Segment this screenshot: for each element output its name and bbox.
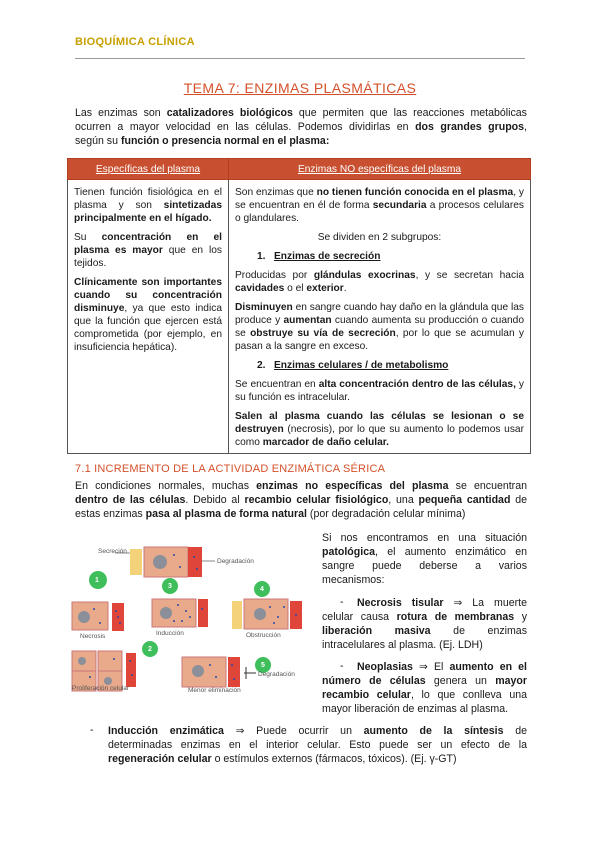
section-line-1: En condiciones normales, muchas enzimas no específicas del plasma se encuentran [75, 480, 527, 492]
neoplasia-line-1: Neoplasias ⇒ El aumento en el [357, 661, 527, 673]
nonspecific-p2: Se dividen en 2 subgrupos: [317, 232, 442, 243]
page-title: TEMA 7: ENZIMAS PLASMÁTICAS [183, 80, 417, 96]
side-line-2: patológica, el aumento enzimático en [322, 546, 527, 558]
necrosis-line-4: intracelulares al plasma. (Ej. LDH) [322, 639, 483, 651]
label-necrosis: Necrosis [80, 633, 106, 640]
neoplasia-line-2: número de células genera un mayor [322, 675, 527, 687]
necrosis-line-2: celular causa rotura de membranas y [322, 611, 527, 623]
step-5-number: 5 [261, 662, 265, 669]
step-3-number: 3 [168, 583, 172, 590]
label-induction: Inducción [156, 630, 184, 637]
side-line-1: Si nos encontramos en una situación [322, 532, 527, 544]
nucleus-normal [153, 555, 167, 569]
secretion-gland [130, 549, 142, 575]
cell-lower-elimination [182, 657, 226, 687]
necrosis-line-1: Necrosis tisular ⇒ La muerte [357, 597, 527, 609]
specific-p3: Clínicamente son importantes cuando su concentración disminuye, ya que esto indica que la función que ejercen está comprometida (por ejemplo, en insuficiencia hepática). [74, 277, 222, 353]
bullet-dash-necrosis: - [340, 596, 344, 608]
intro-line-2: ocurren a mayor velocidad en las células. Podemos dividirlas en dos grandes grupos, [75, 121, 527, 133]
section-heading: 7.1 INCREMENTO DE LA ACTIVIDAD ENZIMÁTICA SÉRICA [75, 463, 386, 475]
header-title: BIOQUÍMICA CLÍNICA [75, 36, 195, 48]
blood-vessel-proliferation [126, 653, 136, 687]
nonspecific-p3: Producidas por glándulas exocrinas, y se secretan hacia cavidades o el exterior. [235, 270, 524, 294]
subgroup-1-heading: 1. Enzimas de secreción [257, 251, 381, 262]
intro-line-3: según su función o presencia normal en el plasma: [75, 135, 330, 147]
cell-necrosis [72, 602, 108, 630]
neoplasia-line-3: recambio celular, lo que conlleva una [322, 689, 528, 701]
induction-line-1: Inducción enzimática ⇒ Puede ocurrir un aumento de la síntesis de [108, 725, 528, 737]
blood-vessel-induction [198, 599, 208, 627]
label-secretion: Secreción [98, 548, 127, 555]
nonspecific-p4: Disminuyen en sangre cuando hay daño en la glándula que las produce y aumentan cuando aumenta su producción o cuando se obstruye su vía de secreción, por lo que se acumulan y pasan a la sangre en exceso. [235, 302, 525, 352]
intro-line-1: Las enzimas son catalizadores biológicos que permiten que las reacciones metabólicas [75, 107, 527, 119]
bullet-dash-neoplasia: - [340, 660, 344, 672]
label-lower-elimination: Menor eliminación [188, 687, 241, 694]
section-line-3: estas enzimas pasa al plasma de forma natural (por degradación celular mínima) [75, 508, 466, 520]
induction-line-2: determinadas enzimas en el interior celular. Esto puede ser un efecto de la [108, 739, 527, 751]
specific-p2: Su concentración en el plasma es mayor que en los tejidos. [74, 232, 222, 269]
mechanisms-figure [70, 537, 315, 695]
side-line-4: mecanismos: [322, 574, 385, 586]
subgroup-2-heading: 2. Enzimas celulares / de metabolismo [257, 360, 449, 371]
nonspecific-p5: Se encuentran en alta concentración dentro de las células, y su función es intracelular. [235, 379, 524, 403]
step-1-number: 1 [95, 577, 99, 584]
table-cell-specific [68, 180, 229, 454]
nonspecific-p1: Son enzimas que no tienen función conocida en el plasma, y se encuentran en él de forma secundaria a procesos celulares o glandulares. [235, 187, 525, 224]
table-cell-nonspecific [229, 180, 531, 454]
blood-vessel-top [188, 547, 202, 577]
label-proliferation: Proliferación celular [72, 685, 130, 692]
enzyme-comparison-table [67, 158, 531, 454]
specific-p1: Tienen función fisiológica en el plasma y son sintetizadas principalmente en el hígado. [74, 187, 222, 224]
label-obstruction: Obstrucción [246, 632, 281, 639]
step-4-number: 4 [260, 586, 264, 593]
obstruction-gland [232, 601, 242, 629]
blood-vessel-elimination [228, 657, 240, 687]
necrosis-line-3: liberación masiva de enzimas [322, 625, 527, 637]
neoplasia-line-4: mayor liberación de enzimas al plasma. [322, 703, 509, 715]
table-header-left: Específicas del plasma [68, 159, 229, 180]
induction-line-3: regeneración celular o estímulos externos (fármacos, tóxicos). (Ej. γ-GT) [108, 753, 457, 765]
label-degradation-2: Degradación [258, 671, 295, 678]
bullet-dash-induction: - [90, 724, 94, 736]
section-line-2: dentro de las células. Debido al recambio celular fisiológico, una pequeña cantidad de [75, 494, 527, 506]
header-divider [75, 58, 525, 59]
nonspecific-p6: Salen al plasma cuando las células se lesionan o se destruyen (necrosis), por lo que su aumento lo podemos usar como marcador de daño celular. [235, 411, 524, 448]
label-degradation: Degradación [217, 558, 254, 565]
side-line-3: sangre puede deberse a varios [322, 560, 527, 572]
cell-induction [152, 599, 196, 627]
table-header-right: Enzimas NO específicas del plasma [229, 159, 531, 180]
step-2-number: 2 [148, 646, 152, 653]
